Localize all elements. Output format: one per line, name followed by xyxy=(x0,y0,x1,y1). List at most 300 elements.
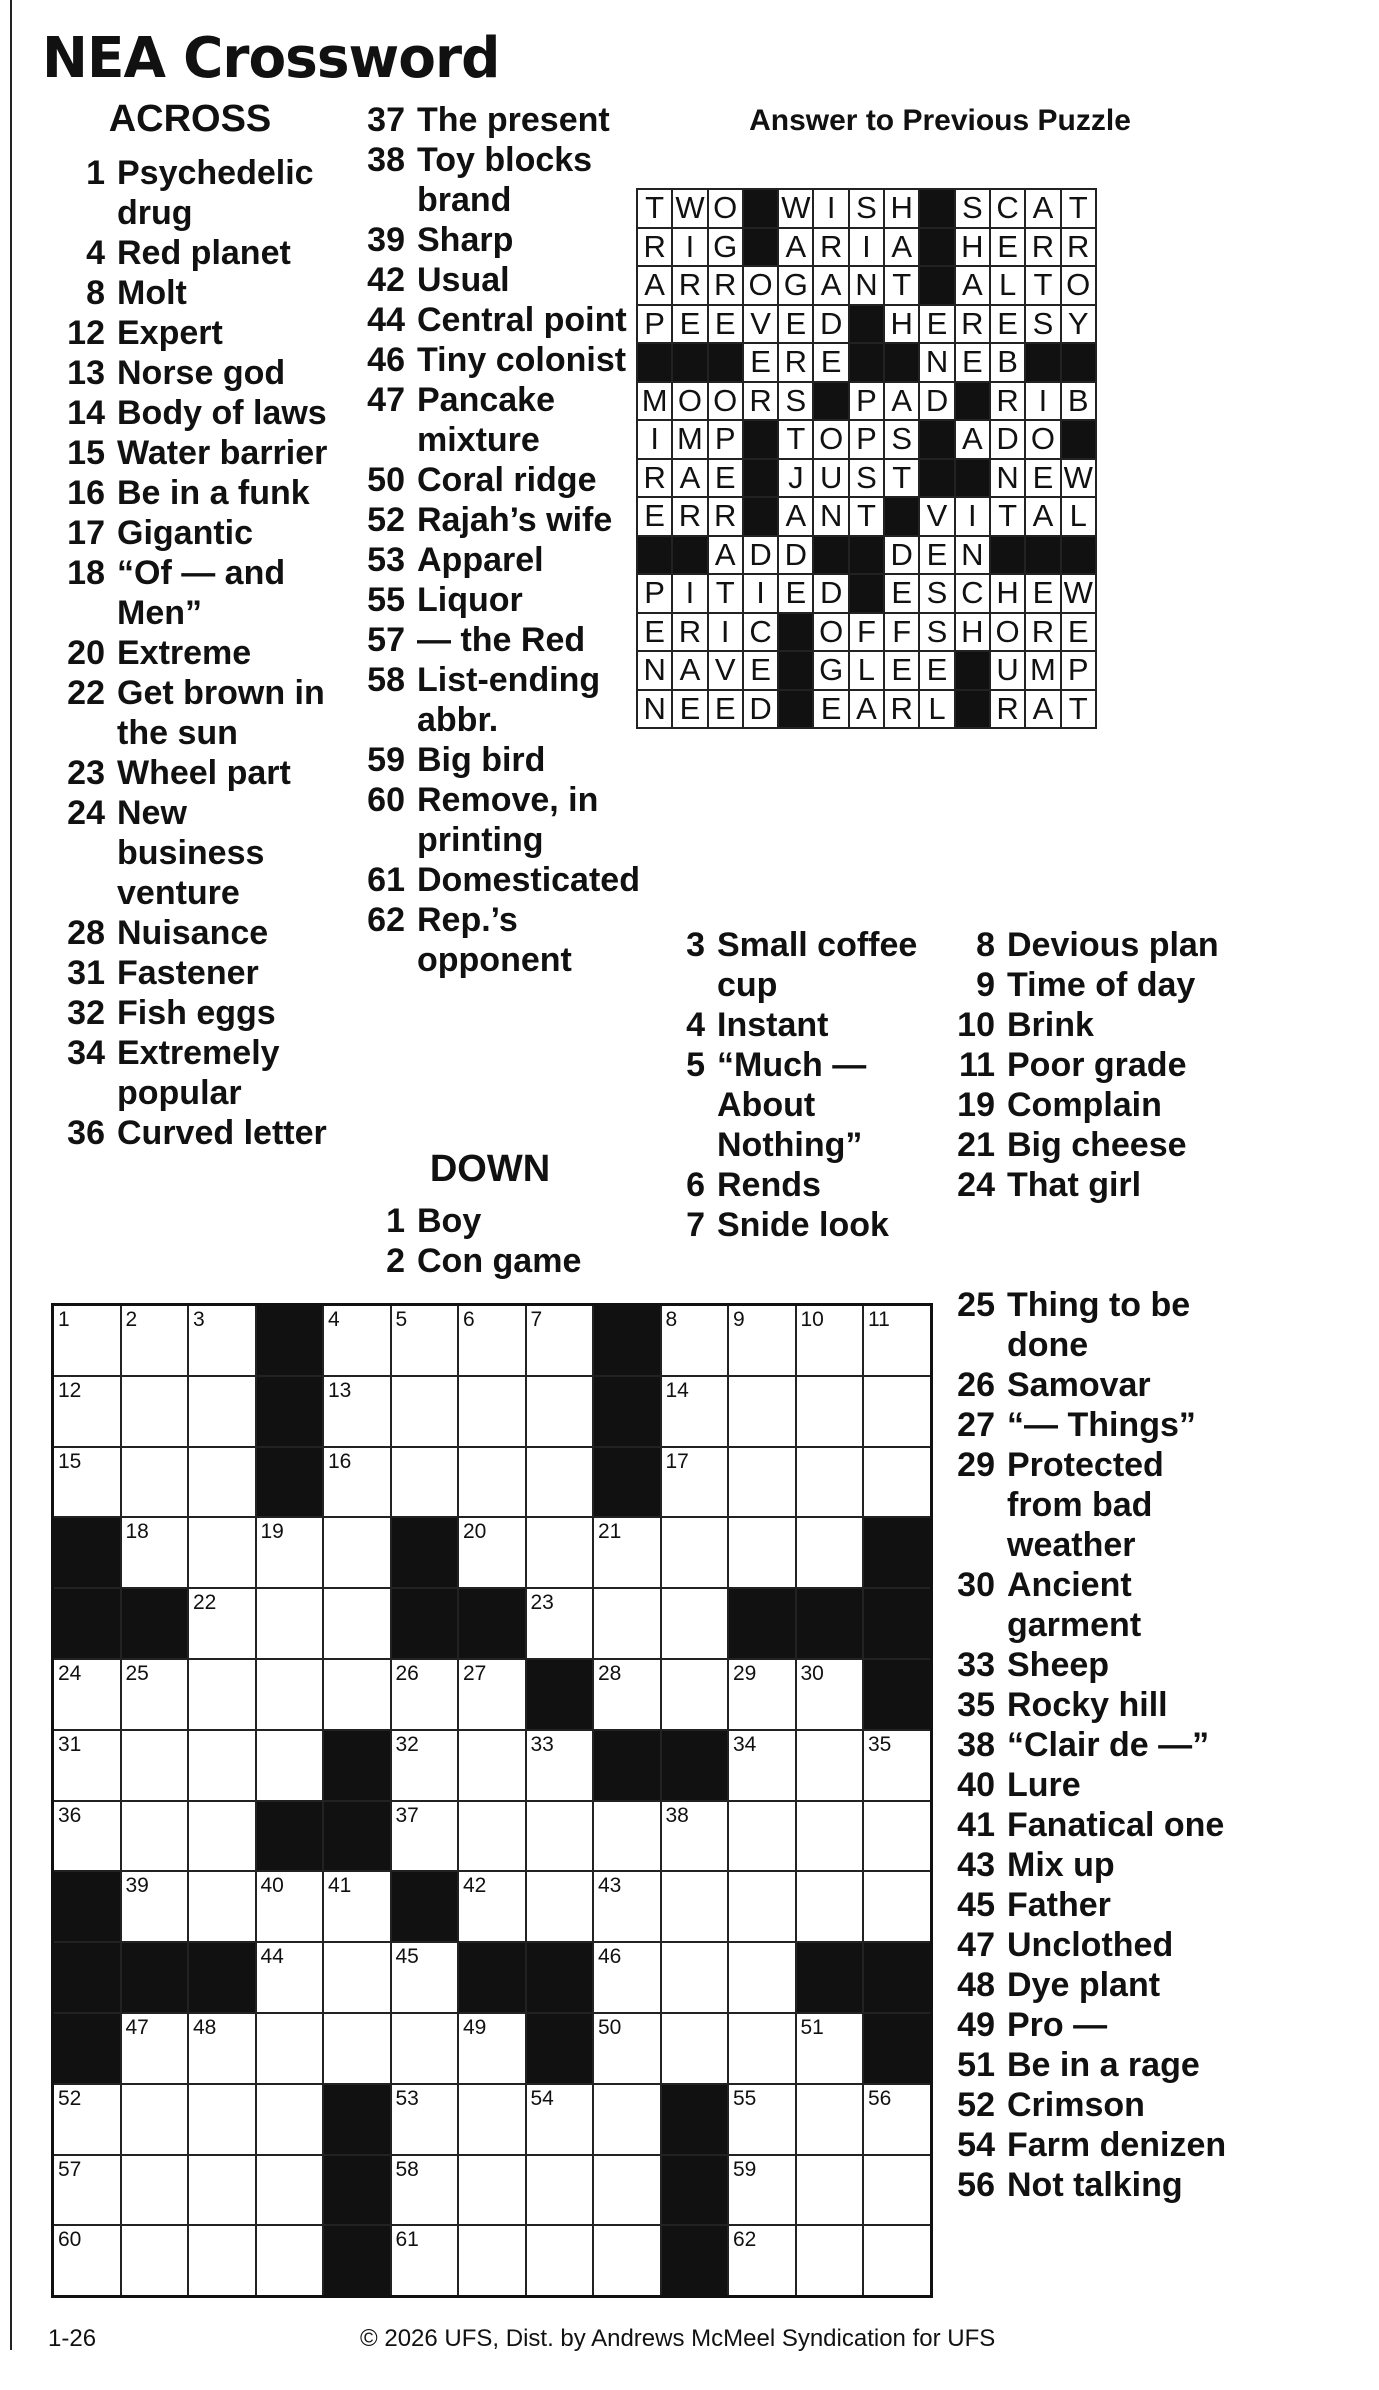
cell-number: 40 xyxy=(260,1874,284,1898)
clue-number: 56 xyxy=(957,2166,995,2204)
grid-cell[interactable] xyxy=(593,1517,661,1588)
black-square xyxy=(256,1305,324,1376)
grid-cell[interactable] xyxy=(323,1376,391,1447)
clue-number: 52 xyxy=(367,501,405,539)
clue-text: Extremely popular xyxy=(117,1034,280,1112)
cell-number: 56 xyxy=(868,2086,892,2110)
grid-cell[interactable] xyxy=(121,1801,189,1872)
answer-cell: M xyxy=(637,382,672,421)
grid-cell[interactable] xyxy=(796,2155,864,2226)
grid-cell[interactable] xyxy=(526,1730,594,1801)
black-square xyxy=(637,343,672,382)
answer-cell: I xyxy=(672,228,707,267)
answer-cell: H xyxy=(955,228,990,267)
clue-text: New business venture xyxy=(117,794,265,912)
grid-cell[interactable] xyxy=(256,2225,324,2296)
clue-number: 53 xyxy=(367,541,405,579)
clue-text: Fanatical one xyxy=(1007,1806,1225,1844)
grid-cell[interactable] xyxy=(796,1659,864,1730)
answer-cell: A xyxy=(637,266,672,305)
clue-down_col4a-9 xyxy=(945,965,1225,1005)
answer-cell: O xyxy=(708,189,743,228)
grid-cell[interactable] xyxy=(53,1730,121,1801)
grid-cell[interactable] xyxy=(53,2225,121,2296)
grid-cell[interactable] xyxy=(188,2225,256,2296)
grid-cell[interactable] xyxy=(188,2155,256,2226)
grid-cell[interactable] xyxy=(796,1376,864,1447)
grid-cell[interactable] xyxy=(863,1447,931,1518)
answer-cell: E xyxy=(1025,574,1060,613)
answer-cell: E xyxy=(813,690,848,729)
grid-cell[interactable] xyxy=(526,1376,594,1447)
answer-cell: E xyxy=(672,305,707,344)
cell-number: 24 xyxy=(58,1661,82,1685)
across-clues-column-2 xyxy=(355,100,640,980)
grid-cell[interactable] xyxy=(796,1305,864,1376)
grid-cell[interactable] xyxy=(121,2225,189,2296)
answer-cell: E xyxy=(778,305,813,344)
grid-cell[interactable] xyxy=(863,1376,931,1447)
grid-cell[interactable] xyxy=(526,2155,594,2226)
grid-cell[interactable] xyxy=(121,1871,189,1942)
black-square xyxy=(121,1588,189,1659)
grid-cell[interactable] xyxy=(728,2155,796,2226)
grid-cell[interactable] xyxy=(863,2084,931,2155)
grid-cell[interactable] xyxy=(391,1942,459,2013)
answer-cell: P xyxy=(637,574,672,613)
black-square xyxy=(458,1942,526,2013)
answer-cell: E xyxy=(637,613,672,652)
grid-cell[interactable] xyxy=(391,2155,459,2226)
grid-cell[interactable] xyxy=(121,1517,189,1588)
grid-cell[interactable] xyxy=(863,1305,931,1376)
clue-down_col4b-48 xyxy=(945,1965,1245,2005)
grid-cell[interactable] xyxy=(53,2155,121,2226)
answer-cell: D xyxy=(990,420,1025,459)
answer-cell: V xyxy=(708,651,743,690)
answer-cell: H xyxy=(955,613,990,652)
answer-cell: N xyxy=(813,497,848,536)
answer-cell: I xyxy=(955,497,990,536)
black-square xyxy=(458,1588,526,1659)
grid-cell[interactable] xyxy=(593,2013,661,2084)
grid-cell[interactable] xyxy=(796,1517,864,1588)
grid-cell[interactable] xyxy=(188,1588,256,1659)
grid-cell[interactable] xyxy=(121,2155,189,2226)
clue-text: That girl xyxy=(1007,1166,1142,1204)
grid-cell[interactable] xyxy=(121,1305,189,1376)
grid-cell[interactable] xyxy=(796,1447,864,1518)
grid-cell[interactable] xyxy=(593,1871,661,1942)
clue-across_col1-23 xyxy=(55,753,335,793)
clue-text: Body of laws xyxy=(117,394,327,432)
grid-cell[interactable] xyxy=(256,1659,324,1730)
grid-cell[interactable] xyxy=(728,1447,796,1518)
black-square xyxy=(919,189,954,228)
grid-cell[interactable] xyxy=(728,1942,796,2013)
grid-cell[interactable] xyxy=(728,2013,796,2084)
grid-cell[interactable] xyxy=(188,1659,256,1730)
grid-cell[interactable] xyxy=(526,1517,594,1588)
grid-cell[interactable] xyxy=(796,1871,864,1942)
black-square xyxy=(53,1871,121,1942)
cell-number: 28 xyxy=(598,1661,622,1685)
grid-cell[interactable] xyxy=(188,1376,256,1447)
cell-number: 60 xyxy=(58,2228,82,2252)
black-square xyxy=(672,343,707,382)
clue-across_col2-61 xyxy=(355,860,640,900)
clue-across_col1-13 xyxy=(55,353,335,393)
clue-across_col2-57 xyxy=(355,620,635,660)
grid-cell[interactable] xyxy=(391,2084,459,2155)
grid-cell[interactable] xyxy=(458,1730,526,1801)
grid-cell[interactable] xyxy=(53,1376,121,1447)
clue-number: 8 xyxy=(86,274,105,312)
cell-number: 29 xyxy=(733,1661,757,1685)
clue-text: Dye plant xyxy=(1007,1966,1161,2004)
answer-cell: V xyxy=(919,497,954,536)
clue-down_col4b-54 xyxy=(945,2125,1245,2165)
grid-cell[interactable] xyxy=(391,1376,459,1447)
cell-number: 43 xyxy=(598,1874,622,1898)
answer-cell: I xyxy=(672,574,707,613)
grid-cell[interactable] xyxy=(863,1871,931,1942)
answer-cell: E xyxy=(1025,459,1060,498)
grid-cell[interactable] xyxy=(458,1305,526,1376)
clue-down_col4b-40 xyxy=(945,1765,1245,1805)
clue-number: 38 xyxy=(367,141,405,179)
grid-cell[interactable] xyxy=(526,1588,594,1659)
black-square xyxy=(743,459,778,498)
answer-cell: A xyxy=(955,266,990,305)
clue-text: Coral ridge xyxy=(417,461,597,499)
clue-across_col2-38 xyxy=(355,140,635,220)
cell-number: 25 xyxy=(125,1661,149,1685)
grid-cell[interactable] xyxy=(728,1517,796,1588)
answer-cell: E xyxy=(919,536,954,575)
clue-down_col4b-26 xyxy=(945,1365,1245,1405)
grid-cell[interactable] xyxy=(458,2155,526,2226)
black-square xyxy=(1061,420,1096,459)
clue-down_col4b-56 xyxy=(945,2165,1245,2205)
answer-cell: A xyxy=(884,382,919,421)
grid-cell[interactable] xyxy=(593,2084,661,2155)
answer-cell: T xyxy=(637,189,672,228)
clue-text: “Much — About Nothing” xyxy=(717,1046,867,1164)
clue-across_col2-50 xyxy=(355,460,635,500)
clue-text: Fish eggs xyxy=(117,994,276,1032)
grid-cell[interactable] xyxy=(256,2155,324,2226)
black-square xyxy=(919,459,954,498)
grid-cell[interactable] xyxy=(728,1305,796,1376)
grid-cell[interactable] xyxy=(323,1305,391,1376)
grid-cell[interactable] xyxy=(593,2155,661,2226)
clue-text: Central point xyxy=(417,301,627,339)
grid-cell[interactable] xyxy=(458,2013,526,2084)
answer-cell: L xyxy=(1061,497,1096,536)
clue-text: Extreme xyxy=(117,634,252,672)
cell-number: 12 xyxy=(58,1378,82,1402)
grid-cell[interactable] xyxy=(661,2013,729,2084)
grid-cell[interactable] xyxy=(796,2225,864,2296)
grid-cell[interactable] xyxy=(526,1801,594,1872)
answer-cell: H xyxy=(884,305,919,344)
grid-cell[interactable] xyxy=(121,1730,189,1801)
answer-cell: P xyxy=(708,420,743,459)
grid-cell[interactable] xyxy=(256,1942,324,2013)
answer-cell: E xyxy=(813,343,848,382)
grid-cell[interactable] xyxy=(391,2225,459,2296)
grid-cell[interactable] xyxy=(323,1871,391,1942)
cell-number: 46 xyxy=(598,1945,622,1969)
grid-cell[interactable] xyxy=(728,1730,796,1801)
footer-date: 1-26 xyxy=(48,2325,97,2352)
answer-cell: H xyxy=(990,574,1025,613)
clue-down_col3-7 xyxy=(655,1205,935,1245)
grid-cell[interactable] xyxy=(593,1659,661,1730)
clue-across_col2-58 xyxy=(355,660,635,740)
crossword-grid[interactable] xyxy=(51,1303,933,2298)
grid-cell[interactable] xyxy=(458,2225,526,2296)
grid-cell[interactable] xyxy=(661,1801,729,1872)
grid-cell[interactable] xyxy=(526,1447,594,1518)
grid-cell[interactable] xyxy=(323,1517,391,1588)
clue-text: Rends xyxy=(717,1166,821,1204)
grid-cell[interactable] xyxy=(661,1305,729,1376)
grid-cell[interactable] xyxy=(796,2084,864,2155)
grid-cell[interactable] xyxy=(121,1376,189,1447)
clue-number: 54 xyxy=(957,2126,995,2164)
cell-number: 11 xyxy=(868,1308,890,1331)
grid-cell[interactable] xyxy=(661,1871,729,1942)
clue-text: Sharp xyxy=(417,221,514,259)
clue-across_col2-52 xyxy=(355,500,635,540)
grid-cell[interactable] xyxy=(256,1871,324,1942)
answer-cell: E xyxy=(884,574,919,613)
clue-text: Fastener xyxy=(117,954,259,992)
clue-number: 4 xyxy=(86,234,105,272)
answer-cell: A xyxy=(884,228,919,267)
clue-down_col4a-21 xyxy=(945,1125,1225,1165)
black-square xyxy=(53,1517,121,1588)
clue-down_col4b-45 xyxy=(945,1885,1245,1925)
grid-cell[interactable] xyxy=(458,2084,526,2155)
grid-cell[interactable] xyxy=(593,1942,661,2013)
answer-cell: E xyxy=(708,690,743,729)
grid-cell[interactable] xyxy=(323,1447,391,1518)
clue-number: 16 xyxy=(67,474,105,512)
grid-cell[interactable] xyxy=(526,2084,594,2155)
grid-cell[interactable] xyxy=(188,1801,256,1872)
cell-number: 18 xyxy=(125,1520,149,1544)
grid-cell[interactable] xyxy=(256,2013,324,2084)
answer-cell: C xyxy=(990,189,1025,228)
grid-cell[interactable] xyxy=(53,1659,121,1730)
grid-cell[interactable] xyxy=(53,1305,121,1376)
clue-text: Crimson xyxy=(1007,2086,1145,2124)
grid-cell[interactable] xyxy=(728,2225,796,2296)
clue-number: 60 xyxy=(367,781,405,819)
answer-cell: P xyxy=(849,382,884,421)
cell-number: 48 xyxy=(193,2015,217,2039)
grid-cell[interactable] xyxy=(526,1305,594,1376)
grid-cell[interactable] xyxy=(728,1659,796,1730)
cell-number: 19 xyxy=(260,1520,284,1544)
clue-down_col4a-24 xyxy=(945,1165,1225,1205)
clue-down_col4a-8 xyxy=(945,925,1225,965)
grid-cell[interactable] xyxy=(458,1801,526,1872)
black-square xyxy=(863,2013,931,2084)
answer-cell: R xyxy=(1025,613,1060,652)
clue-down_col3-3 xyxy=(655,925,935,1005)
grid-cell[interactable] xyxy=(391,1305,459,1376)
answer-cell: D xyxy=(743,690,778,729)
grid-cell[interactable] xyxy=(593,1588,661,1659)
clue-across_col2-44 xyxy=(355,300,635,340)
grid-cell[interactable] xyxy=(256,1517,324,1588)
clue-text: Brink xyxy=(1007,1006,1094,1044)
grid-cell[interactable] xyxy=(661,1659,729,1730)
answer-cell: S xyxy=(849,459,884,498)
grid-cell[interactable] xyxy=(661,1447,729,1518)
grid-cell[interactable] xyxy=(188,2084,256,2155)
grid-cell[interactable] xyxy=(53,1801,121,1872)
grid-cell[interactable] xyxy=(121,1447,189,1518)
answer-cell: D xyxy=(778,536,813,575)
clue-down_col3-6 xyxy=(655,1165,935,1205)
clue-text: Protected from bad weather xyxy=(1007,1446,1164,1564)
cell-number: 3 xyxy=(193,1308,205,1331)
grid-cell[interactable] xyxy=(53,1447,121,1518)
answer-cell: A xyxy=(672,459,707,498)
grid-cell[interactable] xyxy=(323,1942,391,2013)
clue-across_col2-53 xyxy=(355,540,635,580)
grid-cell[interactable] xyxy=(661,1588,729,1659)
grid-cell[interactable] xyxy=(863,1730,931,1801)
grid-cell[interactable] xyxy=(593,2225,661,2296)
grid-cell[interactable] xyxy=(728,1871,796,1942)
grid-cell[interactable] xyxy=(121,2084,189,2155)
grid-cell[interactable] xyxy=(256,1730,324,1801)
grid-cell[interactable] xyxy=(593,1801,661,1872)
answer-cell: R xyxy=(672,497,707,536)
clue-text: Apparel xyxy=(417,541,544,579)
cell-number: 34 xyxy=(733,1732,757,1756)
answer-cell: A xyxy=(849,690,884,729)
grid-cell[interactable] xyxy=(863,2155,931,2226)
answer-cell: R xyxy=(990,382,1025,421)
answer-cell: R xyxy=(990,690,1025,729)
clue-text: Rep.’s opponent xyxy=(417,901,572,979)
grid-cell[interactable] xyxy=(458,1517,526,1588)
grid-cell[interactable] xyxy=(188,2013,256,2084)
black-square xyxy=(849,305,884,344)
grid-cell[interactable] xyxy=(391,1447,459,1518)
black-square xyxy=(53,2013,121,2084)
cell-number: 15 xyxy=(58,1449,82,1473)
grid-cell[interactable] xyxy=(391,1730,459,1801)
clue-across_col2-39 xyxy=(355,220,635,260)
clue-down_col3-4 xyxy=(655,1005,935,1045)
grid-cell[interactable] xyxy=(391,1659,459,1730)
black-square xyxy=(1061,536,1096,575)
grid-cell[interactable] xyxy=(458,1376,526,1447)
cell-number: 22 xyxy=(193,1591,217,1615)
clue-number: 36 xyxy=(67,1114,105,1152)
grid-cell[interactable] xyxy=(256,2084,324,2155)
grid-cell[interactable] xyxy=(796,1801,864,1872)
clue-number: 3 xyxy=(686,926,705,964)
grid-cell[interactable] xyxy=(863,2225,931,2296)
grid-cell[interactable] xyxy=(458,1659,526,1730)
clue-number: 34 xyxy=(67,1034,105,1072)
grid-cell[interactable] xyxy=(188,1305,256,1376)
grid-cell[interactable] xyxy=(188,1730,256,1801)
clue-across_col2-60 xyxy=(355,780,635,860)
grid-cell[interactable] xyxy=(728,2084,796,2155)
black-square xyxy=(593,1447,661,1518)
grid-cell[interactable] xyxy=(188,1517,256,1588)
grid-cell[interactable] xyxy=(323,2013,391,2084)
answer-cell: R xyxy=(955,305,990,344)
grid-cell[interactable] xyxy=(121,1659,189,1730)
answer-cell: I xyxy=(849,228,884,267)
grid-cell[interactable] xyxy=(661,1376,729,1447)
down-clues-column-4 xyxy=(945,1285,1245,2205)
black-square xyxy=(323,2155,391,2226)
grid-cell[interactable] xyxy=(391,1801,459,1872)
grid-cell[interactable] xyxy=(796,1730,864,1801)
grid-cell[interactable] xyxy=(458,1447,526,1518)
answer-cell: E xyxy=(778,574,813,613)
grid-cell[interactable] xyxy=(728,1376,796,1447)
grid-cell[interactable] xyxy=(121,2013,189,2084)
grid-cell[interactable] xyxy=(391,2013,459,2084)
grid-cell[interactable] xyxy=(188,1871,256,1942)
grid-cell[interactable] xyxy=(728,1801,796,1872)
grid-cell[interactable] xyxy=(53,2084,121,2155)
grid-cell[interactable] xyxy=(661,1517,729,1588)
clue-number: 55 xyxy=(367,581,405,619)
cell-number: 13 xyxy=(328,1378,352,1402)
grid-cell[interactable] xyxy=(188,1447,256,1518)
grid-cell[interactable] xyxy=(796,2013,864,2084)
grid-cell[interactable] xyxy=(526,1871,594,1942)
answer-cell: E xyxy=(743,651,778,690)
clue-across_col1-31 xyxy=(55,953,335,993)
answer-cell: O xyxy=(1025,420,1060,459)
black-square xyxy=(863,1517,931,1588)
grid-cell[interactable] xyxy=(526,2225,594,2296)
grid-cell[interactable] xyxy=(458,1871,526,1942)
answer-cell: O xyxy=(743,266,778,305)
grid-cell[interactable] xyxy=(323,1659,391,1730)
grid-cell[interactable] xyxy=(661,1942,729,2013)
grid-cell[interactable] xyxy=(323,1588,391,1659)
answer-cell: Y xyxy=(1061,305,1096,344)
grid-cell[interactable] xyxy=(863,1801,931,1872)
black-square xyxy=(661,1730,729,1801)
answer-cell: R xyxy=(708,497,743,536)
clue-text: List-ending abbr. xyxy=(417,661,601,739)
cell-number: 4 xyxy=(328,1308,340,1331)
clue-text: Samovar xyxy=(1007,1366,1151,1404)
answer-cell: R xyxy=(884,690,919,729)
cell-number: 49 xyxy=(463,2015,487,2039)
answer-cell: D xyxy=(919,382,954,421)
black-square xyxy=(391,1871,459,1942)
grid-cell[interactable] xyxy=(256,1588,324,1659)
